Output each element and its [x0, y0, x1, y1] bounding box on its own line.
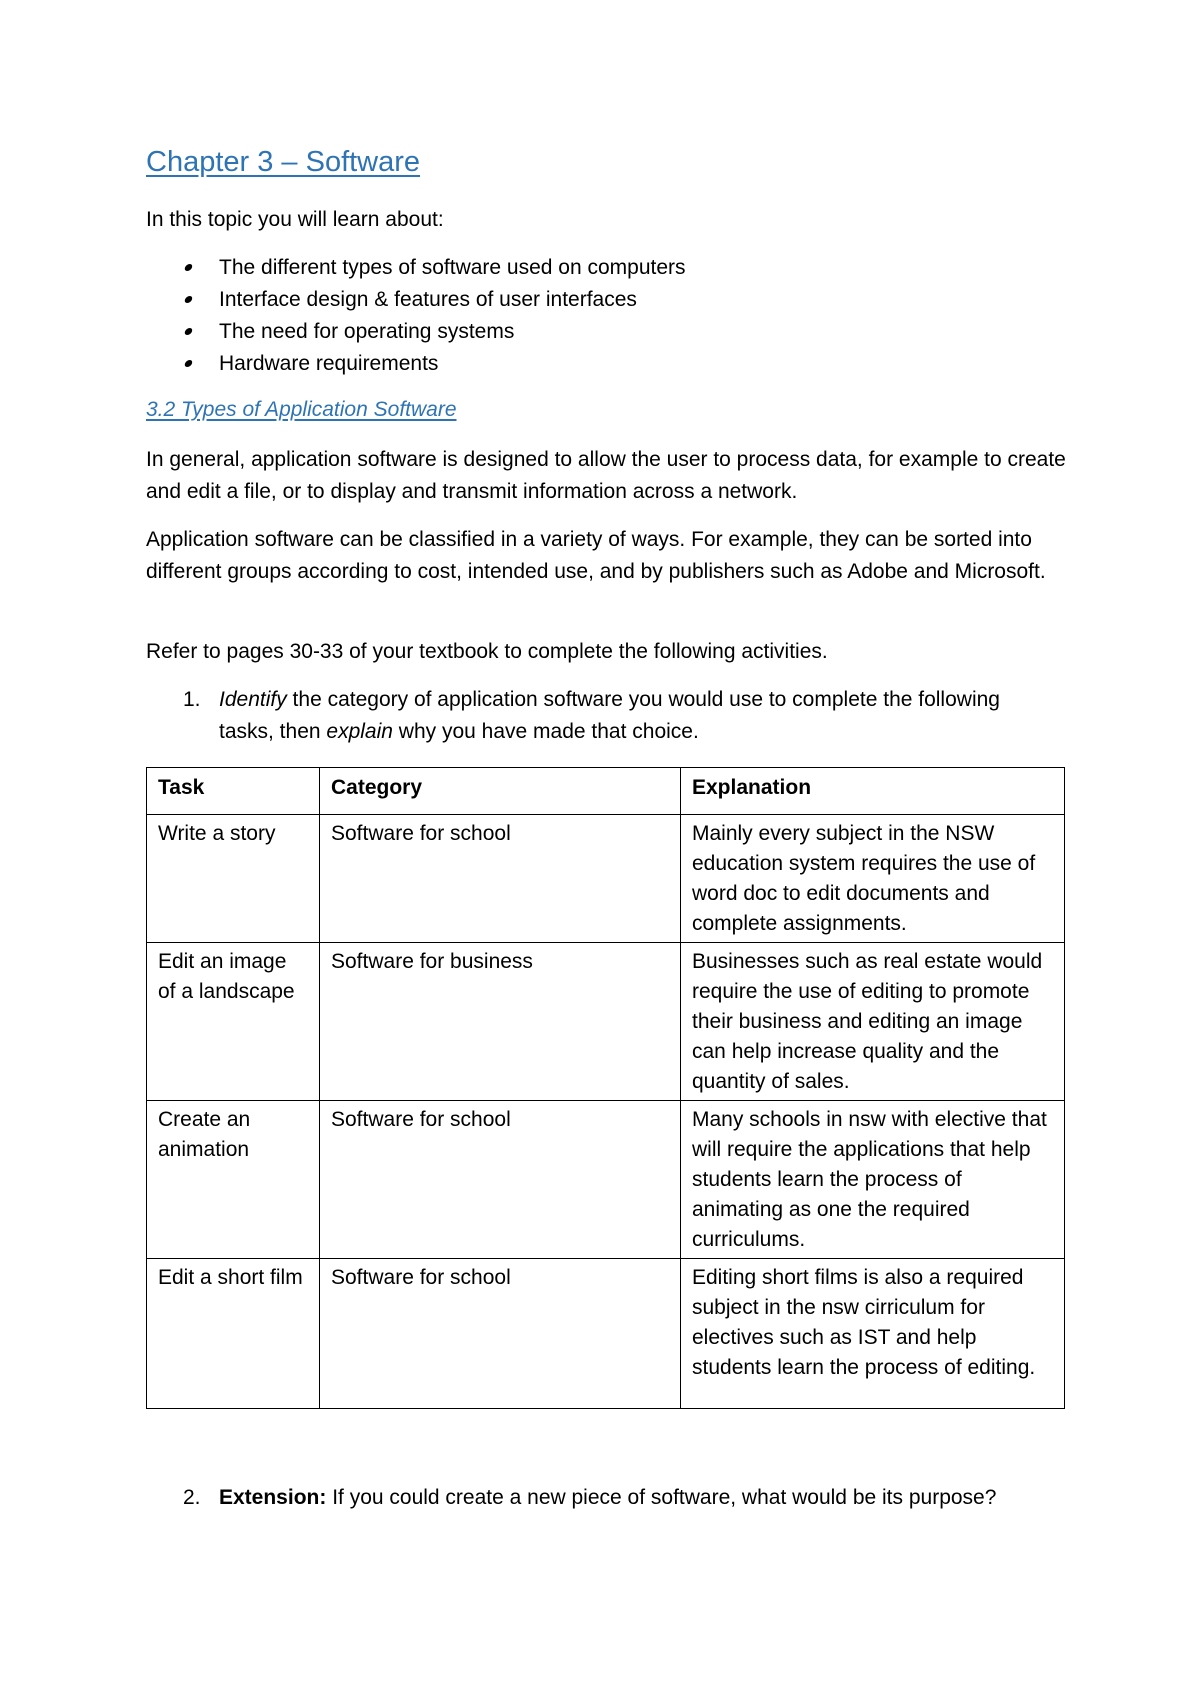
task-cell: Create an animation — [147, 1101, 320, 1259]
header-category: Category — [320, 768, 681, 815]
category-cell: Software for school — [320, 1259, 681, 1409]
explanation-cell: Businesses such as real estate would require the use of editing to promote their business and editing an image can help increase quality and the quantity of sales. — [681, 943, 1065, 1101]
chapter-title: Chapter 3 – Software — [146, 146, 421, 178]
task-cell: Edit a short film — [147, 1259, 320, 1409]
category-cell: Software for school — [320, 1101, 681, 1259]
table-row — [147, 943, 1065, 1101]
topic-list — [185, 252, 686, 380]
paragraph-refer: Refer to pages 30-33 of your textbook to complete the following activities. — [146, 640, 828, 663]
bullet-icon — [184, 296, 194, 303]
task-cell: Edit an image of a landscape — [147, 943, 320, 1101]
table-row — [147, 815, 1065, 943]
question-2-number: 2. — [183, 1486, 201, 1509]
section-title: 3.2 Types of Application Software — [146, 398, 457, 421]
question-1-text: Identify the category of application software you would use to complete the following tasks, then explain why you have made that choice. — [219, 688, 1000, 743]
list-item: The need for operating systems — [185, 316, 686, 348]
explanation-cell: Many schools in nsw with elective that will require the applications that help students learn the process of animating as one the required curriculums. — [681, 1101, 1065, 1259]
bullet-icon — [184, 360, 194, 367]
table-header-row — [147, 768, 1065, 815]
paragraph-classification: Application software can be classified in a variety of ways. For example, they can be sorted into different groups according to cost, intended use, and by publishers such as Adobe and Microsoft. — [146, 528, 1046, 583]
software-table — [146, 767, 1065, 1409]
list-item: The different types of software used on computers — [185, 252, 686, 284]
table-row — [147, 1259, 1065, 1409]
question-1-number: 1. — [183, 688, 201, 711]
paragraph-general: In general, application software is designed to allow the user to process data, for example to create and edit a file, or to display and transmit information across a network. — [146, 448, 1066, 503]
header-explanation: Explanation — [681, 768, 1065, 815]
task-cell: Write a story — [147, 815, 320, 943]
intro-text: In this topic you will learn about: — [146, 208, 444, 231]
category-cell: Software for business — [320, 943, 681, 1101]
question-2-text: Extension: If you could create a new piece of software, what would be its purpose? — [219, 1486, 997, 1509]
explanation-cell: Editing short films is also a required subject in the nsw cirriculum for electives such as IST and help students learn the process of editing. — [681, 1259, 1065, 1409]
table-row — [147, 1101, 1065, 1259]
header-task: Task — [147, 768, 320, 815]
list-item: Interface design & features of user interfaces — [185, 284, 686, 316]
category-cell: Software for school — [320, 815, 681, 943]
bullet-icon — [184, 328, 194, 335]
bullet-icon — [184, 264, 194, 271]
explanation-cell: Mainly every subject in the NSW education system requires the use of word doc to edit documents and complete assignments. — [681, 815, 1065, 943]
list-item: Hardware requirements — [185, 348, 686, 380]
